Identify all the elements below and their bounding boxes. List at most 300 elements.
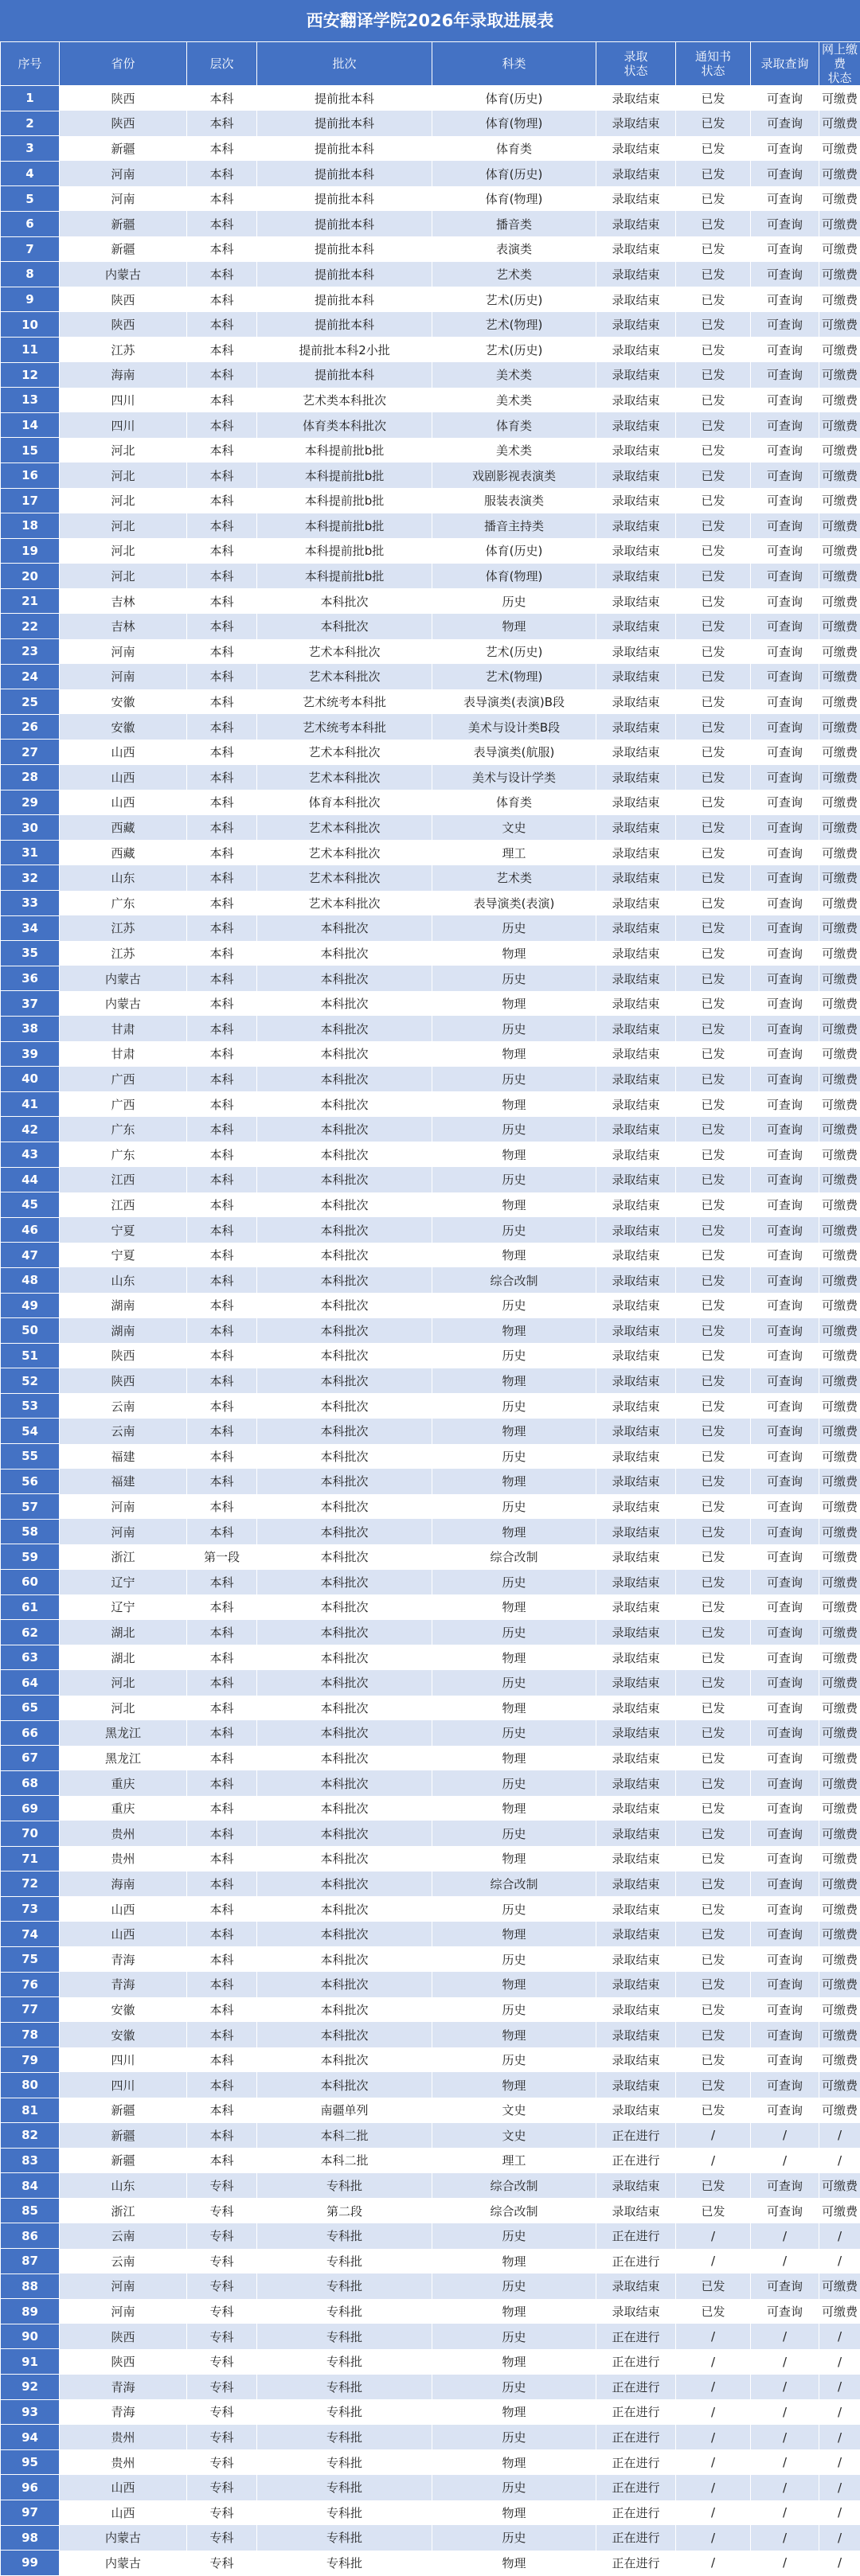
cell-seq: 15 (1, 438, 60, 463)
cell-admission-query: 可查询 (751, 1444, 819, 1469)
cell-notice-status: / (676, 2324, 751, 2349)
cell-seq: 50 (1, 1318, 60, 1344)
cell-payment-status: 可缴费 (819, 1720, 860, 1746)
cell-payment-status: / (819, 2475, 860, 2500)
cell-province: 四川 (60, 388, 187, 413)
cell-province: 山东 (60, 2173, 187, 2199)
cell-seq: 84 (1, 2173, 60, 2199)
cell-seq: 76 (1, 1972, 60, 1997)
cell-category: 播音类 (432, 211, 596, 236)
cell-admission-query: 可查询 (751, 564, 819, 589)
cell-admission-status: 录取结束 (596, 262, 676, 287)
cell-category: 历史 (432, 1770, 596, 1796)
cell-level: 本科 (187, 1696, 257, 1721)
cell-level: 专科 (187, 2249, 257, 2274)
cell-batch: 本科批次 (257, 614, 432, 639)
table-row (1, 1142, 860, 1167)
cell-admission-status: 录取结束 (596, 1217, 676, 1243)
cell-province: 西藏 (60, 840, 187, 865)
cell-admission-status: 录取结束 (596, 1117, 676, 1142)
cell-batch: 艺术类本科批次 (257, 388, 432, 413)
cell-category: 综合改制 (432, 2173, 596, 2199)
cell-admission-status: 录取结束 (596, 588, 676, 614)
cell-category: 历史 (432, 1896, 596, 1922)
cell-province: 贵州 (60, 1846, 187, 1872)
cell-province: 贵州 (60, 1821, 187, 1846)
cell-batch: 提前批本科 (257, 86, 432, 111)
cell-category: 物理 (432, 1192, 596, 1218)
table-row (1, 1419, 860, 1444)
cell-notice-status: 已发 (676, 1770, 751, 1796)
cell-notice-status: 已发 (676, 1267, 751, 1293)
cell-admission-status: 录取结束 (596, 2173, 676, 2199)
cell-seq: 83 (1, 2148, 60, 2173)
cell-admission-query: / (751, 2324, 819, 2349)
cell-level: 本科 (187, 438, 257, 463)
cell-payment-status: 可缴费 (819, 513, 860, 539)
cell-payment-status: 可缴费 (819, 790, 860, 815)
cell-level: 本科 (187, 463, 257, 488)
cell-province: 四川 (60, 412, 187, 438)
cell-seq: 91 (1, 2349, 60, 2375)
cell-category: 艺术类 (432, 865, 596, 891)
cell-notice-status: 已发 (676, 2274, 751, 2299)
cell-level: 本科 (187, 1318, 257, 1344)
cell-notice-status: / (676, 2148, 751, 2173)
table-row (1, 211, 860, 236)
cell-notice-status: 已发 (676, 865, 751, 891)
table-row (1, 2173, 860, 2199)
cell-province: 青海 (60, 2375, 187, 2400)
cell-batch: 南疆单列 (257, 2098, 432, 2123)
cell-province: 江西 (60, 1192, 187, 1218)
cell-level: 本科 (187, 412, 257, 438)
cell-notice-status: 已发 (676, 463, 751, 488)
cell-notice-status: 已发 (676, 1167, 751, 1192)
cell-category: 文史 (432, 2098, 596, 2123)
cell-batch: 本科批次 (257, 1746, 432, 1771)
cell-batch: 艺术统考本科批 (257, 714, 432, 740)
cell-notice-status: 已发 (676, 714, 751, 740)
cell-admission-query: 可查询 (751, 714, 819, 740)
cell-notice-status: 已发 (676, 588, 751, 614)
cell-admission-status: 录取结束 (596, 513, 676, 539)
cell-admission-query: 可查询 (751, 891, 819, 916)
cell-category: 历史 (432, 1620, 596, 1645)
table-row (1, 588, 860, 614)
header-province: 省份 (60, 42, 187, 86)
cell-batch: 专科批 (257, 2324, 432, 2349)
cell-province: 云南 (60, 1419, 187, 1444)
cell-category: 历史 (432, 2525, 596, 2551)
cell-province: 河南 (60, 2274, 187, 2299)
cell-notice-status: 已发 (676, 513, 751, 539)
cell-level: 本科 (187, 614, 257, 639)
cell-seq: 88 (1, 2274, 60, 2299)
cell-notice-status: 已发 (676, 740, 751, 765)
cell-seq: 47 (1, 1243, 60, 1268)
table-row (1, 915, 860, 941)
cell-batch: 本科批次 (257, 991, 432, 1017)
cell-batch: 艺术本科批次 (257, 664, 432, 689)
cell-admission-query: 可查询 (751, 438, 819, 463)
cell-level: 本科 (187, 1067, 257, 1092)
cell-admission-status: 录取结束 (596, 86, 676, 111)
table-row (1, 664, 860, 689)
cell-level: 本科 (187, 1896, 257, 1922)
cell-notice-status: 已发 (676, 86, 751, 111)
cell-level: 本科 (187, 2047, 257, 2073)
cell-admission-status: 录取结束 (596, 1469, 676, 1494)
cell-province: 河南 (60, 664, 187, 689)
cell-batch: 艺术本科批次 (257, 891, 432, 916)
cell-category: 物理 (432, 1469, 596, 1494)
cell-admission-query: 可查询 (751, 1821, 819, 1846)
cell-payment-status: 可缴费 (819, 1570, 860, 1595)
cell-notice-status: 已发 (676, 1217, 751, 1243)
cell-admission-query: 可查询 (751, 765, 819, 790)
cell-category: 物理 (432, 1419, 596, 1444)
cell-notice-status: 已发 (676, 1620, 751, 1645)
cell-payment-status: 可缴费 (819, 262, 860, 287)
cell-notice-status: / (676, 2551, 751, 2576)
cell-batch: 艺术统考本科批 (257, 689, 432, 715)
cell-admission-query: 可查询 (751, 1192, 819, 1218)
table-row (1, 1494, 860, 1520)
cell-category: 历史 (432, 1067, 596, 1092)
cell-admission-query: / (751, 2148, 819, 2173)
cell-admission-query: 可查询 (751, 312, 819, 338)
cell-batch: 本科批次 (257, 966, 432, 991)
cell-payment-status: 可缴费 (819, 1846, 860, 1872)
cell-seq: 64 (1, 1670, 60, 1696)
cell-level: 本科 (187, 1444, 257, 1469)
cell-notice-status: / (676, 2349, 751, 2375)
cell-payment-status: 可缴费 (819, 1293, 860, 1318)
cell-admission-status: 录取结束 (596, 463, 676, 488)
cell-payment-status: 可缴费 (819, 1997, 860, 2023)
cell-notice-status: 已发 (676, 1670, 751, 1696)
cell-admission-status: 正在进行 (596, 2349, 676, 2375)
cell-admission-query: / (751, 2375, 819, 2400)
cell-category: 物理 (432, 1696, 596, 1721)
cell-batch: 提前批本科 (257, 287, 432, 312)
cell-level: 专科 (187, 2274, 257, 2299)
cell-admission-query: 可查询 (751, 111, 819, 136)
cell-seq: 17 (1, 488, 60, 513)
cell-batch: 艺术本科批次 (257, 740, 432, 765)
cell-payment-status: 可缴费 (819, 1016, 860, 1041)
cell-admission-query: 可查询 (751, 790, 819, 815)
cell-admission-status: 录取结束 (596, 161, 676, 186)
cell-batch: 本科批次 (257, 1142, 432, 1167)
cell-level: 本科 (187, 891, 257, 916)
cell-level: 专科 (187, 2375, 257, 2400)
cell-batch: 专科批 (257, 2449, 432, 2475)
cell-notice-status: 已发 (676, 312, 751, 338)
cell-province: 宁夏 (60, 1243, 187, 1268)
cell-admission-query: 可查询 (751, 1117, 819, 1142)
cell-province: 青海 (60, 1946, 187, 1972)
cell-seq: 41 (1, 1091, 60, 1117)
table-row (1, 2223, 860, 2249)
cell-notice-status: 已发 (676, 941, 751, 966)
table-row (1, 136, 860, 162)
cell-level: 本科 (187, 1796, 257, 1821)
table-row (1, 2551, 860, 2576)
cell-admission-query: 可查询 (751, 1293, 819, 1318)
cell-admission-query: 可查询 (751, 1946, 819, 1972)
cell-payment-status: 可缴费 (819, 111, 860, 136)
cell-admission-query: / (751, 2399, 819, 2425)
cell-admission-status: 录取结束 (596, 2198, 676, 2223)
cell-seq: 5 (1, 186, 60, 212)
table-row (1, 362, 860, 388)
cell-category: 历史 (432, 1494, 596, 1520)
cell-seq: 38 (1, 1016, 60, 1041)
cell-payment-status: 可缴费 (819, 1091, 860, 1117)
cell-seq: 62 (1, 1620, 60, 1645)
table-row (1, 86, 860, 111)
cell-admission-query: / (751, 2249, 819, 2274)
cell-batch: 本科批次 (257, 2072, 432, 2098)
cell-admission-status: 录取结束 (596, 891, 676, 916)
cell-province: 新疆 (60, 211, 187, 236)
cell-notice-status: 已发 (676, 337, 751, 362)
cell-province: 山西 (60, 740, 187, 765)
cell-category: 体育(历史) (432, 161, 596, 186)
cell-notice-status: 已发 (676, 2198, 751, 2223)
cell-batch: 本科批次 (257, 1368, 432, 1394)
cell-batch: 本科批次 (257, 1217, 432, 1243)
cell-payment-status: 可缴费 (819, 488, 860, 513)
cell-admission-status: 录取结束 (596, 1645, 676, 1670)
cell-category: 综合改制 (432, 2198, 596, 2223)
cell-notice-status: 已发 (676, 1368, 751, 1394)
cell-province: 黑龙江 (60, 1746, 187, 1771)
cell-level: 专科 (187, 2198, 257, 2223)
cell-payment-status: 可缴费 (819, 538, 860, 564)
cell-province: 安徽 (60, 2022, 187, 2047)
cell-category: 物理 (432, 1318, 596, 1344)
cell-level: 本科 (187, 941, 257, 966)
cell-batch: 本科批次 (257, 1670, 432, 1696)
cell-level: 本科 (187, 1343, 257, 1368)
cell-level: 本科 (187, 1243, 257, 1268)
cell-category: 美术类 (432, 388, 596, 413)
cell-admission-query: 可查询 (751, 1696, 819, 1721)
cell-payment-status: / (819, 2324, 860, 2349)
table-row (1, 488, 860, 513)
cell-province: 广西 (60, 1067, 187, 1092)
cell-admission-status: 录取结束 (596, 236, 676, 262)
cell-notice-status: 已发 (676, 1922, 751, 1947)
cell-category: 综合改制 (432, 1872, 596, 1897)
table-row (1, 2475, 860, 2500)
cell-notice-status: 已发 (676, 1142, 751, 1167)
cell-admission-status: 录取结束 (596, 966, 676, 991)
cell-admission-query: 可查询 (751, 362, 819, 388)
cell-level: 本科 (187, 1997, 257, 2023)
cell-notice-status: 已发 (676, 1192, 751, 1218)
cell-batch: 提前批本科 (257, 312, 432, 338)
cell-admission-status: 录取结束 (596, 1368, 676, 1394)
table-row (1, 1041, 860, 1067)
cell-payment-status: / (819, 2349, 860, 2375)
cell-category: 理工 (432, 2148, 596, 2173)
cell-admission-status: 录取结束 (596, 1041, 676, 1067)
cell-category: 历史 (432, 2047, 596, 2073)
cell-batch: 本科批次 (257, 1393, 432, 1419)
cell-category: 历史 (432, 1570, 596, 1595)
cell-seq: 10 (1, 312, 60, 338)
cell-category: 物理 (432, 2022, 596, 2047)
cell-province: 辽宁 (60, 1570, 187, 1595)
cell-admission-query: 可查询 (751, 211, 819, 236)
cell-admission-query: 可查询 (751, 1620, 819, 1645)
table-row (1, 463, 860, 488)
cell-province: 广西 (60, 1091, 187, 1117)
table-row (1, 941, 860, 966)
cell-admission-query: / (751, 2500, 819, 2526)
cell-batch: 本科批次 (257, 1645, 432, 1670)
table-row (1, 412, 860, 438)
table-row (1, 388, 860, 413)
cell-category: 体育(物理) (432, 111, 596, 136)
cell-notice-status: 已发 (676, 639, 751, 665)
cell-level: 本科 (187, 186, 257, 212)
cell-admission-query: 可查询 (751, 1041, 819, 1067)
table-row (1, 639, 860, 665)
cell-notice-status: 已发 (676, 186, 751, 212)
cell-seq: 95 (1, 2449, 60, 2475)
cell-admission-query: 可查询 (751, 966, 819, 991)
cell-admission-query: 可查询 (751, 1167, 819, 1192)
cell-notice-status: 已发 (676, 1896, 751, 1922)
table-row (1, 2198, 860, 2223)
cell-payment-status: 可缴费 (819, 1041, 860, 1067)
cell-category: 物理 (432, 1519, 596, 1544)
cell-level: 本科 (187, 1746, 257, 1771)
table-row (1, 2375, 860, 2400)
cell-admission-query: 可查询 (751, 1544, 819, 1570)
cell-level: 本科 (187, 1494, 257, 1520)
cell-seq: 11 (1, 337, 60, 362)
cell-province: 湖南 (60, 1293, 187, 1318)
cell-category: 物理 (432, 1922, 596, 1947)
cell-admission-status: 录取结束 (596, 714, 676, 740)
cell-payment-status: 可缴费 (819, 1469, 860, 1494)
cell-batch: 本科批次 (257, 1720, 432, 1746)
header-level: 层次 (187, 42, 257, 86)
table-row (1, 1997, 860, 2023)
cell-admission-query: 可查询 (751, 915, 819, 941)
cell-admission-status: 录取结束 (596, 1192, 676, 1218)
cell-payment-status: 可缴费 (819, 815, 860, 841)
cell-admission-status: 录取结束 (596, 1570, 676, 1595)
cell-payment-status: 可缴费 (819, 1192, 860, 1218)
cell-province: 宁夏 (60, 1217, 187, 1243)
cell-payment-status: / (819, 2525, 860, 2551)
cell-province: 山东 (60, 865, 187, 891)
cell-batch: 本科批次 (257, 1293, 432, 1318)
cell-admission-status: 录取结束 (596, 639, 676, 665)
table-row (1, 438, 860, 463)
cell-batch: 本科批次 (257, 1846, 432, 1872)
cell-notice-status: / (676, 2375, 751, 2400)
cell-seq: 25 (1, 689, 60, 715)
cell-province: 新疆 (60, 136, 187, 162)
cell-notice-status: / (676, 2525, 751, 2551)
cell-category: 文史 (432, 2123, 596, 2149)
cell-level: 专科 (187, 2475, 257, 2500)
cell-level: 本科 (187, 1192, 257, 1218)
cell-seq: 66 (1, 1720, 60, 1746)
cell-payment-status: / (819, 2551, 860, 2576)
cell-batch: 提前批本科 (257, 136, 432, 162)
cell-seq: 2 (1, 111, 60, 136)
cell-payment-status: 可缴费 (819, 2047, 860, 2073)
cell-payment-status: 可缴费 (819, 1972, 860, 1997)
cell-admission-status: 录取结束 (596, 1696, 676, 1721)
cell-admission-query: 可查询 (751, 1067, 819, 1092)
cell-payment-status: 可缴费 (819, 1872, 860, 1897)
cell-level: 本科 (187, 1645, 257, 1670)
table-row (1, 564, 860, 589)
header-seq: 序号 (1, 42, 60, 86)
cell-admission-status: 录取结束 (596, 1770, 676, 1796)
cell-notice-status: / (676, 2223, 751, 2249)
cell-category: 物理 (432, 2551, 596, 2576)
cell-payment-status: 可缴费 (819, 1821, 860, 1846)
cell-level: 本科 (187, 2098, 257, 2123)
cell-payment-status: 可缴费 (819, 564, 860, 589)
table-row (1, 312, 860, 338)
cell-payment-status: 可缴费 (819, 1243, 860, 1268)
cell-admission-status: 录取结束 (596, 614, 676, 639)
cell-payment-status: 可缴费 (819, 1444, 860, 1469)
cell-province: 海南 (60, 1872, 187, 1897)
cell-payment-status: 可缴费 (819, 1946, 860, 1972)
cell-notice-status: 已发 (676, 438, 751, 463)
cell-notice-status: 已发 (676, 840, 751, 865)
cell-notice-status: / (676, 2399, 751, 2425)
cell-notice-status: 已发 (676, 161, 751, 186)
cell-category: 历史 (432, 1946, 596, 1972)
cell-payment-status: 可缴费 (819, 1796, 860, 1821)
cell-admission-status: 录取结束 (596, 538, 676, 564)
cell-level: 本科 (187, 1368, 257, 1394)
cell-notice-status: 已发 (676, 1720, 751, 1746)
cell-admission-query: 可查询 (751, 1267, 819, 1293)
cell-seq: 68 (1, 1770, 60, 1796)
cell-seq: 59 (1, 1544, 60, 1570)
table-row (1, 1720, 860, 1746)
cell-province: 河北 (60, 564, 187, 589)
cell-batch: 本科批次 (257, 1016, 432, 1041)
cell-level: 本科 (187, 1217, 257, 1243)
cell-province: 新疆 (60, 2098, 187, 2123)
cell-province: 内蒙古 (60, 2551, 187, 2576)
cell-admission-status: 录取结束 (596, 865, 676, 891)
cell-payment-status: 可缴费 (819, 211, 860, 236)
cell-batch: 专科批 (257, 2475, 432, 2500)
cell-category: 理工 (432, 840, 596, 865)
cell-batch: 专科批 (257, 2500, 432, 2526)
cell-seq: 72 (1, 1872, 60, 1897)
cell-batch: 本科批次 (257, 915, 432, 941)
cell-notice-status: 已发 (676, 765, 751, 790)
